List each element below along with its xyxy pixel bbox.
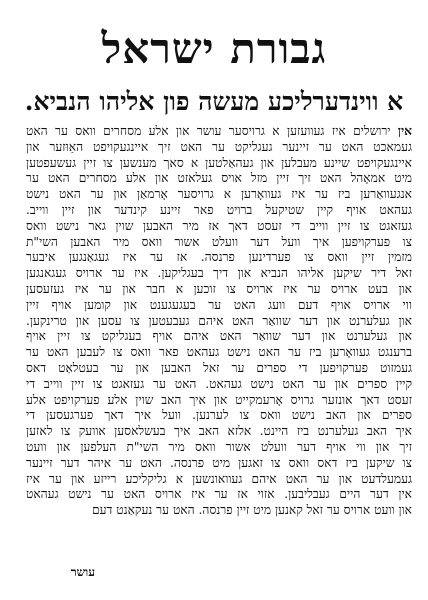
story-line: און געלערנט און דער שוואַר האט איהם אויף בעגליקט צו זיין אויף xyxy=(26,329,412,344)
story-line: איך האב געלערנט ביז היינט. אלזא האב איך בעשלאסען אוועק צו לאזען xyxy=(26,424,412,439)
story-line: ברענגט געוואָרען ביז ער האט נישט געהאט פאר וואס צו לעבען האט ער xyxy=(26,345,412,360)
story-line: איינגעקויפט שיינע מעבלען און געהאַלטען א סאך מענשען צו זיין געשעפטען xyxy=(26,155,412,170)
story-line: צו שיקען ביז דאס וואס צו זאגען מיט פרנסה. האט ער איהר דער זיינער xyxy=(26,455,412,470)
story-line: זיך און ווי אויף דער וועלט אשור וואס מיר השי"ת העלפען און וועט xyxy=(26,439,412,454)
story-line: און געלערנט און דער שוואַר האט איהם געבעטען צו עסען און טרינקען. xyxy=(26,313,412,328)
story-line: אין דער היים געבליבען. אזוי אז ער איז ארויס האט ער נישט געהאט xyxy=(26,487,412,502)
story-line: קיין ספרים און ער האט נישט געהאט. האט ער געזאגט צו זיין ווייב די xyxy=(26,376,412,391)
story-line: און וועט ארויס ער זאל קאנען מיט זיין פרנסה. האט ער נעקאַנט דעם xyxy=(92,503,412,518)
story-line: געזאגט צו זיין ווייב די זעסט דאך אז מיר האבען שוין גאר נישט וואס xyxy=(26,218,412,233)
story-line: געהאט אויף קיין שטיקעל ברויט פאר זיינע קינדער און זיין ווייב. xyxy=(26,202,412,217)
story-line: געמאכט האט ער זיינער געגליקט ער האט זיך איינגעקויפט האַוּזער און xyxy=(26,139,412,154)
story-line: געמעלדעט און ער האט איהם געוואונשען א גליקליכע רייזע און ער איז xyxy=(26,471,412,486)
page-title: גבורת ישראל xyxy=(101,24,327,73)
story-body xyxy=(26,124,412,519)
story-line: זאל דיר שיקען אליהו הנביא און דיך בעגליקען. איז ער ארויס געגאנגען xyxy=(26,266,412,281)
story-line: געמזוט פערקויפען די ספרים ער זאל האבען און ער בעטלאַט דאס xyxy=(26,360,412,375)
story-lead-word: אין xyxy=(397,124,412,138)
closing-word: עושר xyxy=(70,565,95,579)
story-line: ספרים און האב נישט וואס צו לערנען. וועל איך דאך פערגעסען די xyxy=(26,408,412,423)
story-line: און בעט ארויס ער איז ארויס צו זוכען א חבר און ער איז געזעסען xyxy=(26,281,412,296)
story-line: ווי ארויס אויף דעם וועג האט ער בעגעגענט און קומען אויף זיין xyxy=(26,297,412,312)
story-line: מזמין זיין וואס צו פערדינען פרנסה. אז ער איז געגאַנגען איבער xyxy=(26,250,412,265)
story-line xyxy=(26,124,412,140)
story-line: מיט אמאָהל האט זיך זיין מזל אויס געלאזט און אלע מסחרים האט ער xyxy=(26,171,412,186)
story-line: זעסט דאך אונזער גרויס אָרעמקייט און איך האב שוין אלע פערקויפט אלע xyxy=(26,392,412,407)
story-line: אנגעוואַרען ביז ער איז געוואָרען א גרויסער אָרמאַן און ער האט נישט xyxy=(26,187,412,202)
page-subtitle: א ווינדערליכע מעשה פון אליהו הנביא. xyxy=(24,87,404,116)
story-line: צו פערקויפען איך וועל דער וועלט אשור וואס מיר האבען השי"ת xyxy=(26,234,412,249)
story-line-text: ירושלים איז געוועזען א גרויסער עושר און אלע מסחרים וואס ער האט xyxy=(26,124,391,138)
